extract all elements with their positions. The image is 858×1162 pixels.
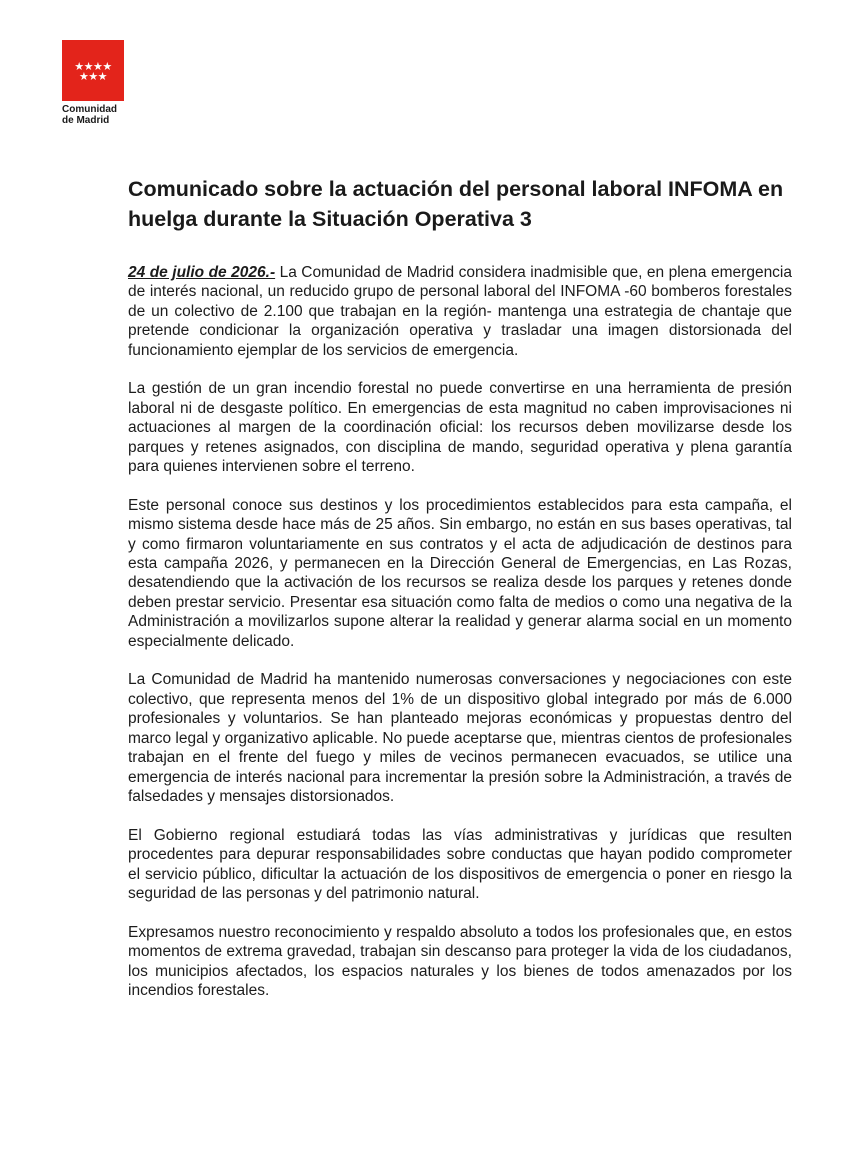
dateline: 24 de julio de 2026.- [128,264,276,281]
paragraph-2: La gestión de un gran incendio forestal no puede convertirse en una herramienta de presión laboral ni de desgaste político. En emergencias de esta magnitud no caben improvisaciones ni actuaciones al margen de la coordinación oficial: los recursos deben movilizarse desde los parques y retenes asignados, con disciplina de mando, seguridad operativa y plena garantía para quienes intervienen sobre el terreno. [128,380,792,476]
logo-org-name [62,104,128,126]
paragraph-5: El Gobierno regional estudiará todas las vías administrativas y jurídicas que resulten procedentes para depurar responsabilidades sobre conductas que hayan podido comprometer el servicio público, dificultar la actuación de los dispositivos de emergencia o poner en riesgo la seguridad de las personas y del patrimonio natural. [128,826,792,902]
logo-org-line1: Comunidad [62,104,117,115]
document-title: Comunicado sobre la actuación del personal laboral INFOMA en huelga durante la Situación Operativa 3 [128,177,784,231]
paragraph-1 [128,263,792,360]
comunidad-de-madrid-logo [62,40,128,126]
paragraph-1-text: La Comunidad de Madrid considera inadmisible que, en plena emergencia de interés nacional, un reducido grupo de personal laboral del INFOMA -60 bomberos forestales de un colectivo de 2.100 que trabajan en la región- mantenga una estrategia de chantaje que pretende condicionar la organización operativa y trasladar una imagen distorsionada del funcionamiento ejemplar de los servicios de emergencia. [128,264,793,359]
logo-red-square [62,40,124,101]
paragraph-6: Expresamos nuestro reconocimiento y respaldo absoluto a todos los profesionales que, en estos momentos de extrema gravedad, trabajan sin descanso para proteger la vida de los ciudadanos, los municipios afectados, los espacios naturales y los bienes de todos amenazados por los incendios forestales. [128,923,792,999]
document-body [128,263,792,1020]
logo-stars-top-row: ★★★★ [74,60,112,73]
paragraph-4: La Comunidad de Madrid ha mantenido numerosas conversaciones y negociaciones con este colectivo, que representa menos del 1% de un dispositivo global integrado por más de 6.000 profesionales y voluntarios. Se han planteado mejoras económicas y propuestas dentro del marco legal y organizativo aplicable. No puede aceptarse que, mientras cientos de profesionales trabajan en el frente del fuego y miles de vecinos permanecen evacuados, se utilice una emergencia de interés nacional para incrementar la presión sobre la Administración, a través de falsedades y mensajes distorsionados. [128,671,792,805]
logo-stars-bottom-row: ★★★ [78,70,108,83]
paragraph-3: Este personal conoce sus destinos y los procedimientos establecidos para esta campaña, el mismo sistema desde hace más de 25 años. Sin embargo, no están en sus bases operativas, tal y como firmaron voluntariamente en sus contratos y el acta de adjudicación de destinos para esta campaña 2026, y permanecen en la Dirección General de Emergencias, en Las Rozas, desatendiendo que la activación de los recursos se realiza desde los parques y retenes donde deben prestar servicio. Presentar esa situación como falta de medios o como una negativa de la Administración a movilizarlos supone alterar la realidad y generar alarma social en un momento especialmente delicado. [128,496,792,650]
logo-org-line2: de Madrid [62,115,110,126]
